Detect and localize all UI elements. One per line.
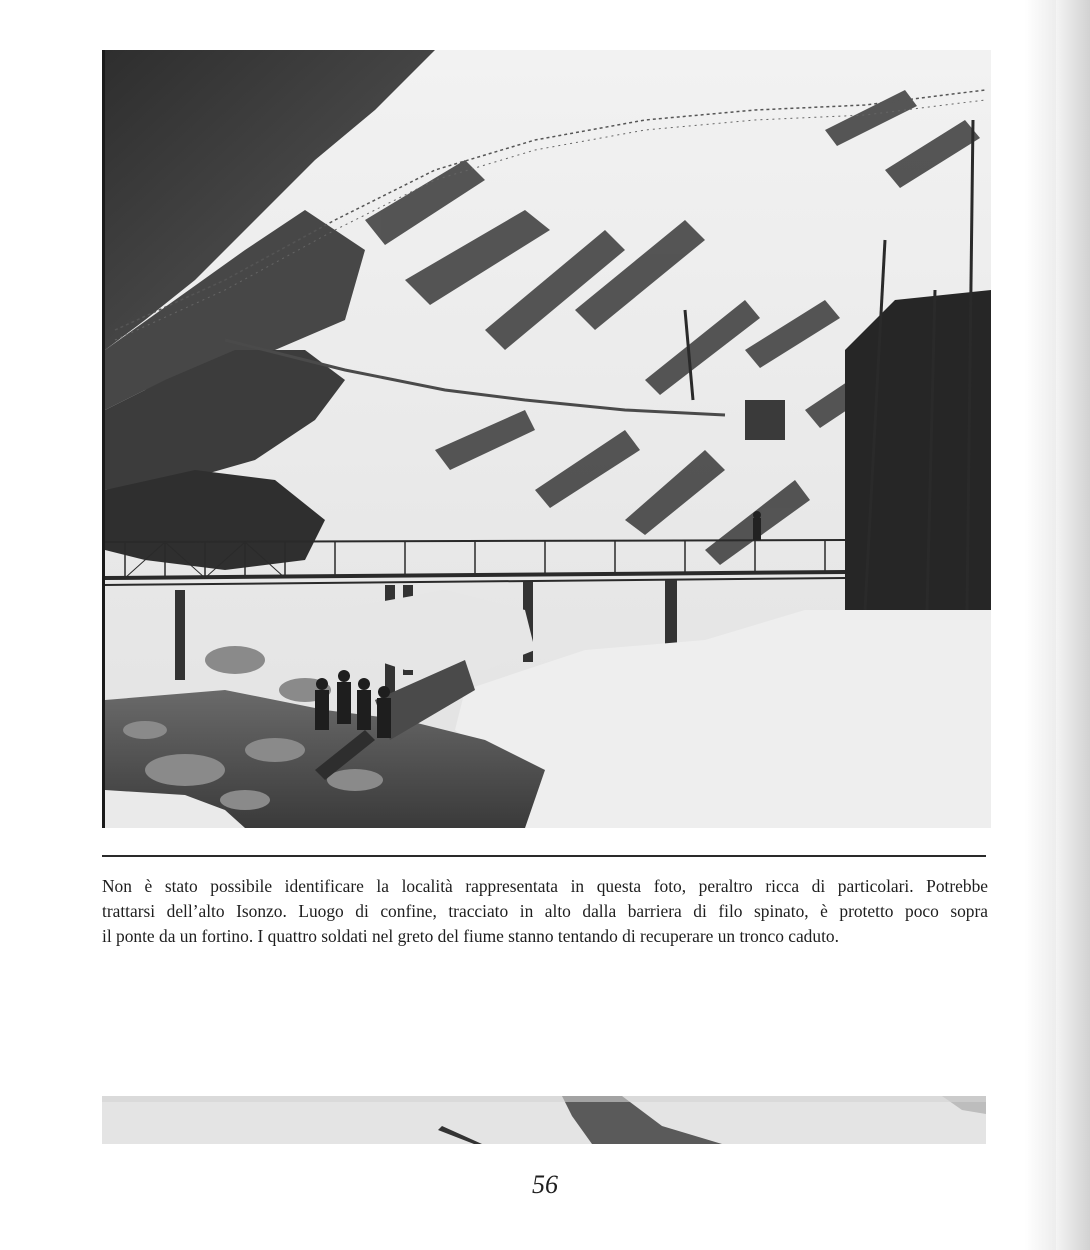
photograph-mountain-bridge bbox=[102, 50, 991, 828]
page-number: 56 bbox=[532, 1170, 558, 1199]
caption-divider-rule bbox=[102, 855, 986, 857]
caption-line-3: il ponte da un fortino. I quattro soldati nel greto del fiume stanno tentando di recuperare un tronco caduto. bbox=[102, 926, 839, 946]
photo-caption bbox=[102, 874, 988, 949]
caption-line-2: trattarsi dell’alto Isonzo. Luogo di confine, tracciato in alto dalla barriera di filo spinato, è protetto poco sopra bbox=[102, 901, 988, 921]
next-photograph-strip bbox=[102, 1096, 986, 1144]
photo-image-icon bbox=[105, 50, 991, 828]
page-gutter-shadow bbox=[1056, 0, 1090, 1250]
caption-line-1: Non è stato possibile identificare la località rappresentata in questa foto, peraltro ricca di particolari. Potrebbe bbox=[102, 876, 988, 896]
photo-strip-image-icon bbox=[102, 1096, 986, 1144]
